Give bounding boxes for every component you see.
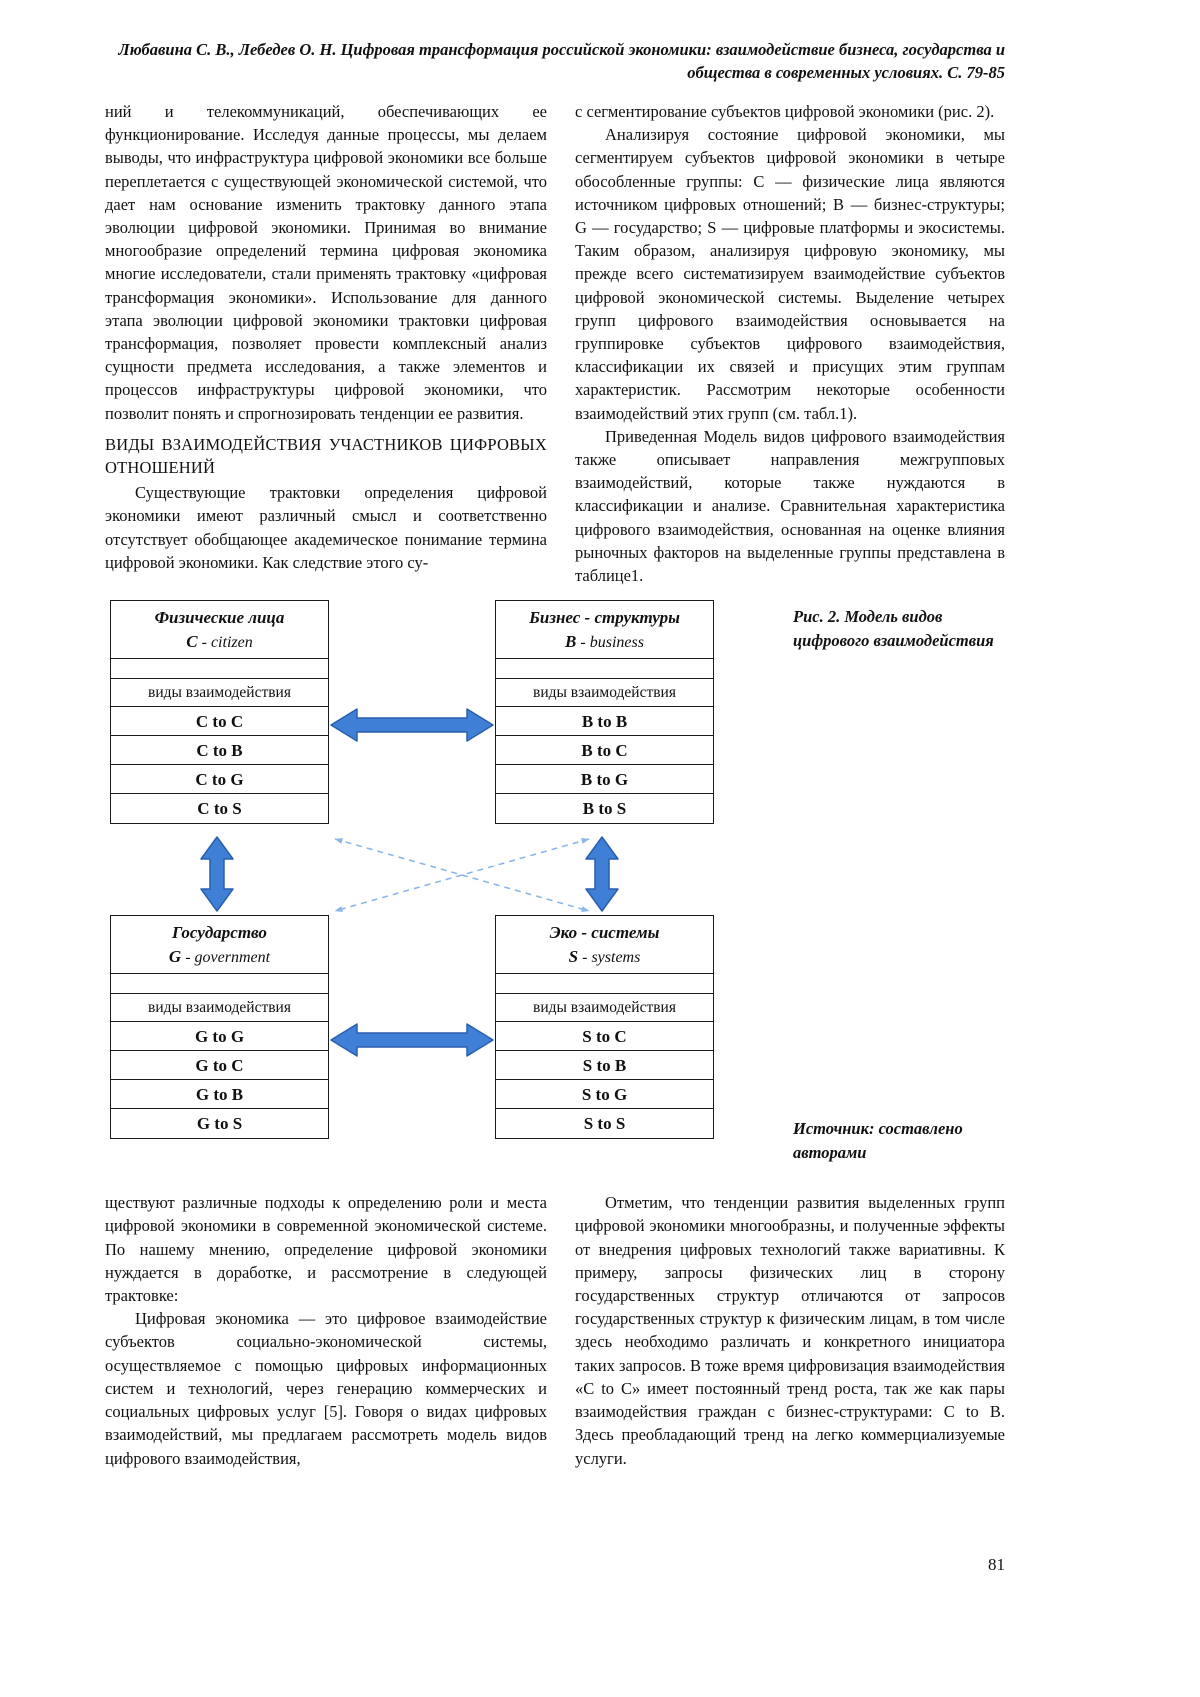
- top-left-column: [105, 100, 547, 587]
- box-spacer: [496, 659, 713, 679]
- figure-caption: Рис. 2. Модель видов цифрового взаимодействия: [793, 607, 994, 651]
- interaction-row: C to C: [111, 707, 328, 736]
- paragraph: Цифровая экономика — это цифровое взаимодействие субъектов социально-экономической системы, осуществляемое с помощью цифровых информационных систем и технологий, через генерацию коммерческих и социальных цифровых услуг [5]. Говоря о видах цифровых взаимодействий, мы предлагаем рассмотреть модель видов цифрового взаимодействия,: [105, 1309, 547, 1468]
- interaction-row: B to B: [496, 707, 713, 736]
- interaction-row: C to S: [197, 799, 242, 819]
- box-spacer: [496, 974, 713, 994]
- section-heading: ВИДЫ ВЗАИМОДЕЙСТВИЯ УЧАСТНИКОВ ЦИФРОВЫХ ОТНОШЕНИЙ: [105, 434, 547, 478]
- interaction-row: B to C: [496, 736, 713, 765]
- bottom-right-column: [575, 1191, 1005, 1469]
- interaction-row: B to G: [496, 765, 713, 794]
- box-title-area: [496, 601, 713, 659]
- interaction-row: G to S: [196, 1114, 243, 1134]
- box-subtitle: [496, 945, 713, 970]
- paragraph: с сегментирование субъектов цифровой экономики (рис. 2).: [575, 102, 995, 121]
- box-title-area: [111, 601, 328, 659]
- box-subtitle: [496, 630, 713, 655]
- paragraph: Приведенная Модель видов цифрового взаимодействия также описывает направления межгрупповых взаимодействий, которые также нуждаются в классификации и анализе. Сравнительная характеристика цифрового взаимодействия, основанная на оценке влияния рыночных факторов на выделенные группы представлена в таблице1.: [575, 426, 1005, 586]
- box-subtitle: [111, 630, 328, 655]
- arrow-horizontal-top: [331, 709, 493, 741]
- figure-box-government: [110, 915, 329, 1139]
- box-label: виды взаимодействия: [496, 994, 713, 1022]
- interaction-row: C to B: [111, 736, 328, 765]
- running-head-line-2: общества в современных условиях. С. 79-85: [687, 63, 1005, 82]
- arrow-diagonal-1: [335, 839, 589, 911]
- interaction-row: S to G: [496, 1080, 713, 1109]
- running-head-line-1: Любавина С. В., Лебедев О. Н. Цифровая трансформация российской экономики: взаимодействие бизнеса, государства и: [118, 40, 1005, 59]
- box-letter-caption: - systems: [582, 949, 641, 967]
- paragraph: Существующие трактовки определения цифровой экономики имеют различный смысл и соответственно отсутствует обобщающее академическое понимание термина цифровой экономики. Как следствие этого су-: [105, 483, 547, 572]
- arrow-vertical-right: [586, 837, 618, 911]
- figure-source-note: Источник: составлено авторами: [793, 1119, 963, 1163]
- interaction-row: G to B: [111, 1080, 328, 1109]
- box-label: виды взаимодействия: [111, 679, 328, 707]
- box-letter-caption: - business: [580, 634, 644, 652]
- interaction-row: G to G: [111, 1022, 328, 1051]
- figure-box-business: [495, 600, 714, 824]
- interaction-row: B to S: [582, 799, 627, 819]
- figure-box-citizens: [110, 600, 329, 824]
- paragraph: Анализируя состояние цифровой экономики, мы сегментируем субъектов цифровой экономики в четыре обособленные группы: C — физические лица являются источником цифровых отношений; B — бизнес-структуры; G — государство; S — цифровые платформы и экосистемы. Таким образом, анализируя цифровую экономику, мы прежде всего систематизируем взаимодействие субъектов цифровой экономической системы. Выделение четырех групп цифрового взаимодействия основывается на группировке субъектов цифрового взаимодействия, классификации их связей и присущих этим группам характеристик. Рассмотрим некоторые особенности взаимодействий этих групп (см. табл.1).: [575, 125, 1005, 423]
- arrow-diagonal-2: [335, 839, 589, 911]
- box-label: виды взаимодействия: [111, 994, 328, 1022]
- bottom-text-section: [105, 1191, 1005, 1469]
- top-right-column: [575, 100, 1005, 587]
- paragraph: ний и телекоммуникаций, обеспечивающих ее функционирование. Исследуя данные процессы, мы делаем выводы, что инфраструктура цифровой экономики все больше переплетается с существующей экономической системой, что дает нам основание изменить трактовку данного этапа эволюции цифровой экономики. Принимая во внимание многообразие определений термина цифровая экономика многие исследователи, стали применять трактовку «цифровая трансформация экономики». Использование для данного этапа эволюции цифровой экономики трактовки цифровая трансформация, позволяет провести комплексный анализ сущности предмета исследования, а также элементов и процессов инфраструктуры цифровой экономики, что позволит понять и спрогнозировать тенденции ее развития.: [105, 102, 547, 423]
- interaction-row: G to C: [111, 1051, 328, 1080]
- arrow-vertical-left: [201, 837, 233, 911]
- box-title-area: [111, 916, 328, 974]
- box-letter: C: [186, 632, 198, 652]
- interaction-row: C to G: [111, 765, 328, 794]
- box-label: виды взаимодействия: [496, 679, 713, 707]
- box-spacer: [111, 974, 328, 994]
- interaction-row: S to S: [583, 1114, 626, 1134]
- interaction-row: S to B: [496, 1051, 713, 1080]
- box-title-text: Государство: [172, 923, 267, 943]
- paragraph: Отметим, что тенденции развития выделенных групп цифровой экономики многообразны, и полученные эффекты от внедрения цифровых технологий также вариативны. К примеру, запросы физических лиц в сторону государственных структур отличаются от запросов государственных структур к физическим лицам, в том числе здесь необходимо различать и конкретного инициатора таких запросов. В тоже время цифровизация взаимодействия «C to C» имеет постоянный тренд роста, так же как пары взаимодействия граждан с бизнес-структурами: C to B. Здесь преобладающий тренд на легко коммерциализуемые услуги.: [575, 1193, 1005, 1468]
- arrow-horizontal-bottom: [331, 1024, 493, 1056]
- box-title-text: Бизнес - структуры: [529, 608, 680, 628]
- paragraph: ществуют различные подходы к определению роли и места цифровой экономики в современной экономической системе. По нашему мнению, определение цифровой экономики нуждается в доработке, и рассмотрение в следующей трактовке:: [105, 1193, 547, 1306]
- page-number: 81: [988, 1555, 1005, 1574]
- box-letter-caption: - citizen: [201, 634, 253, 652]
- running-head: [105, 38, 1005, 84]
- box-letter: S: [568, 947, 579, 967]
- box-title-text: Физические лица: [154, 608, 285, 628]
- box-title-area: [496, 916, 713, 974]
- bottom-left-column: [105, 1191, 547, 1469]
- box-spacer: [111, 659, 328, 679]
- interaction-row: S to C: [496, 1022, 713, 1051]
- box-subtitle: [111, 945, 328, 970]
- box-letter: B: [565, 632, 577, 652]
- figure-box-ecosystems: [495, 915, 714, 1139]
- box-letter-caption: - government: [185, 949, 271, 967]
- box-title-text: Эко - системы: [549, 923, 660, 943]
- box-letter: G: [168, 947, 182, 967]
- top-text-section: [105, 100, 1005, 587]
- figure-2-model: [105, 597, 1005, 1175]
